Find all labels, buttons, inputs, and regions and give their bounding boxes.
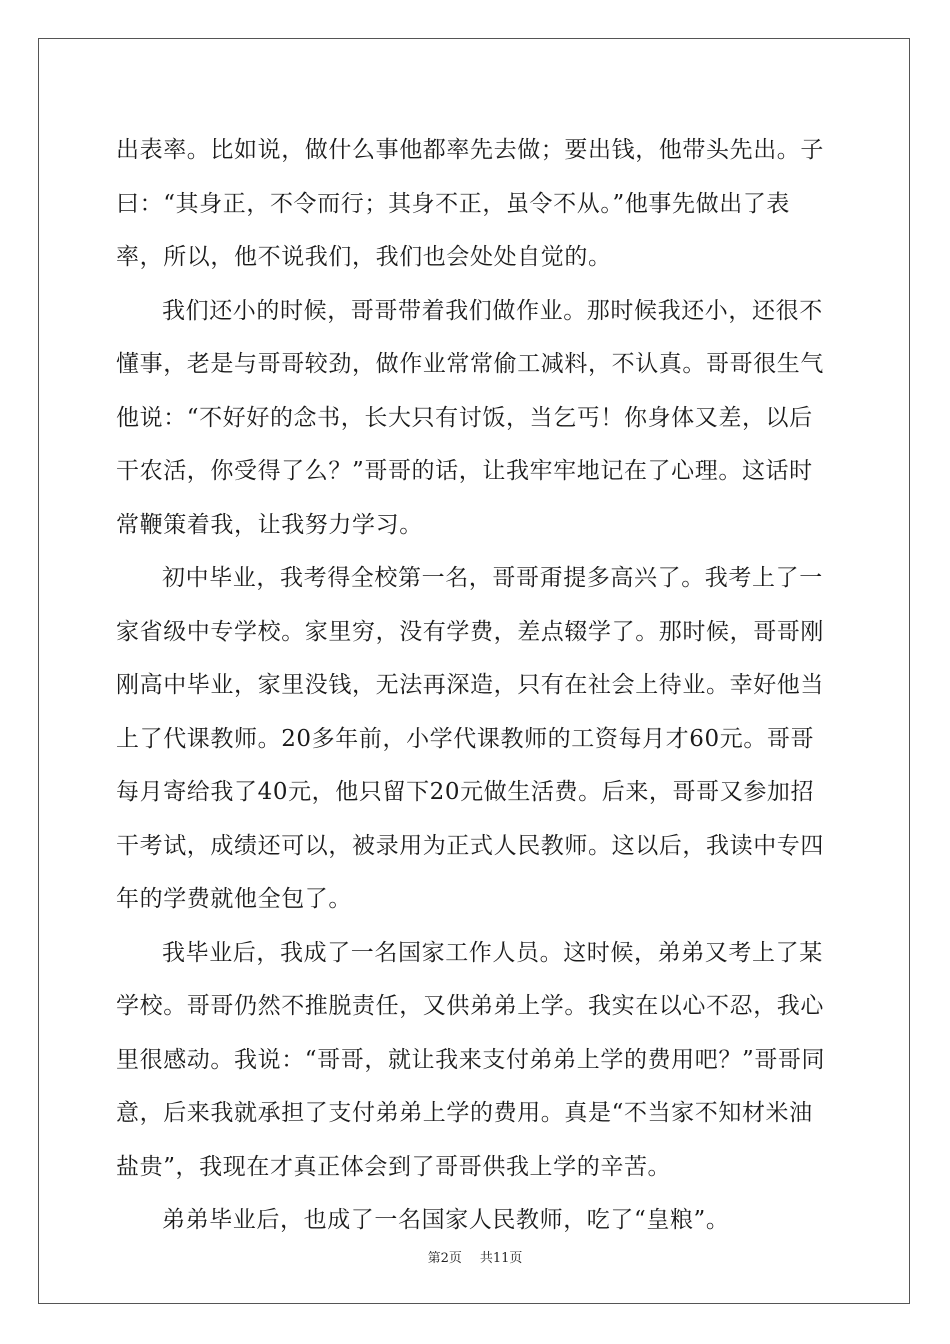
document-body — [116, 124, 834, 1248]
page-footer — [0, 1247, 950, 1266]
paragraph-2: 我们还小的时候，哥哥带着我们做作业。那时候我还小，还很不懂事，老是与哥哥较劲，做作业常常偷工减料，不认真。哥哥很生气他说：“不好好的念书，长大只有讨饭，当乞丐！你身体又差，以后干农活，你受得了么？”哥哥的话，让我牢牢地记在了心理。这话时常鞭策着我，让我努力学习。 — [116, 297, 824, 538]
paragraph-4: 我毕业后，我成了一名国家工作人员。这时候，弟弟又考上了某学校。哥哥仍然不推脱责任，又供弟弟上学。我实在以心不忍，我心里很感动。我说：“哥哥，就让我来支付弟弟上学的费用吧？”哥哥同意，后来我就承担了支付弟弟上学的费用。真是“不当家不知材米油盐贵”，我现在才真正体会到了哥哥供我上学的辛苦。 — [116, 939, 826, 1180]
page-total: 共11页 — [479, 1251, 523, 1266]
paragraph-5: 弟弟毕业后，也成了一名国家人民教师，吃了“皇粮”。 — [162, 1207, 730, 1233]
page-number: 第2页 — [427, 1251, 462, 1266]
paragraph-1: 出表率。比如说，做什么事他都率先去做；要出钱，他带头先出。子曰：“其身正，不令而行；其身不正，虽令不从。”他事先做出了表率，所以，他不说我们，我们也会处处自觉的。 — [116, 137, 824, 270]
paragraph-3: 初中毕业，我考得全校第一名，哥哥甭提多高兴了。我考上了一家省级中专学校。家里穷，没有学费，差点辍学了。那时候，哥哥刚刚高中毕业，家里没钱，无法再深造，只有在社会上待业。幸好他当上了代课教师。20多年前，小学代课教师的工资每月才60元。哥哥每月寄给我了40元，他只留下20元做生活费。后来，哥哥又参加招干考试，成绩还可以，被录用为正式人民教师。这以后，我读中专四年的学费就他全包了。 — [116, 565, 824, 912]
